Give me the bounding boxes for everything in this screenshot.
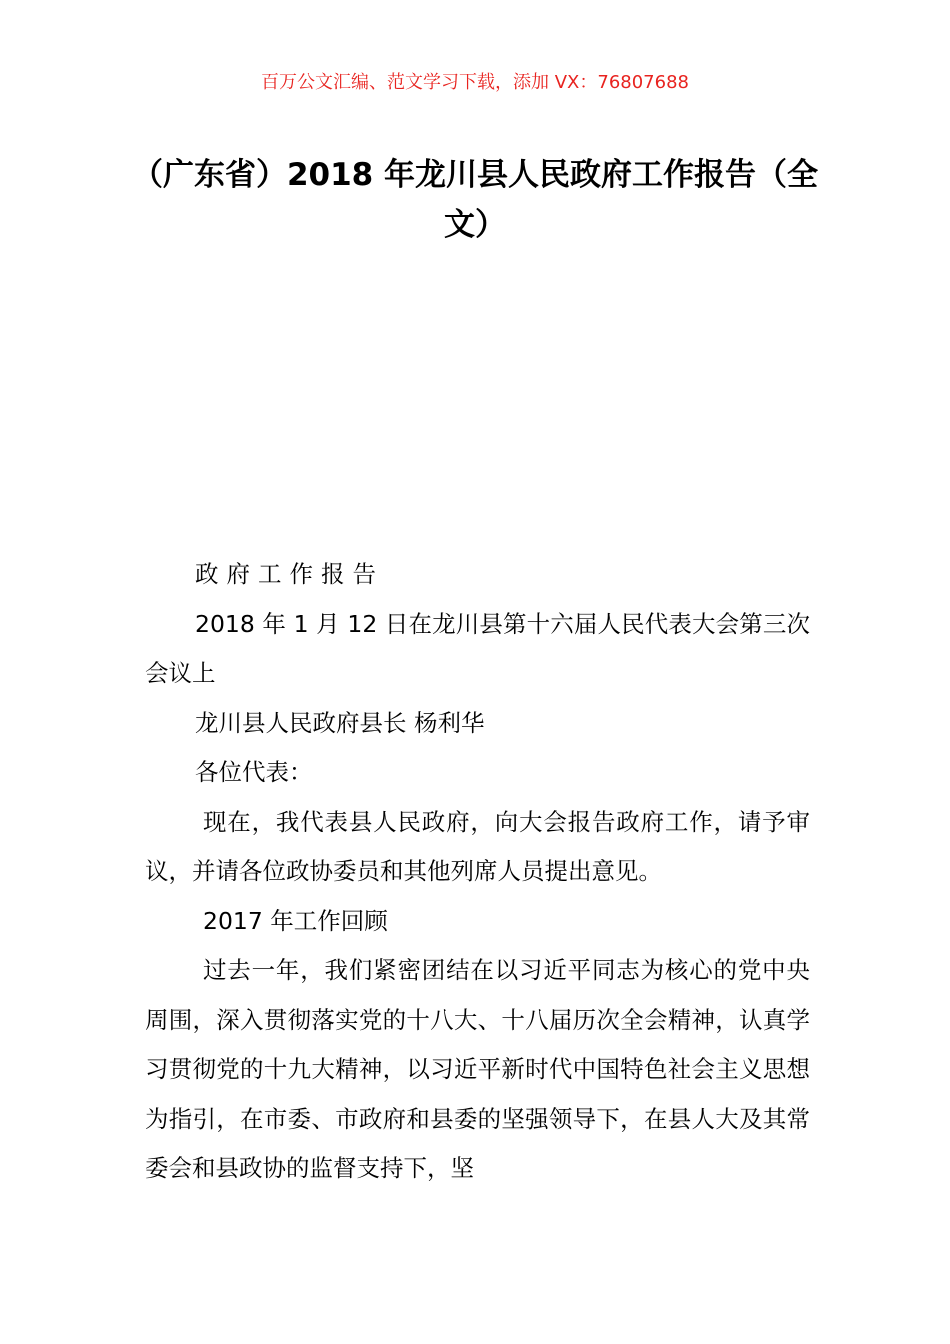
- meeting-line: 2018 年 1 月 12 日在龙川县第十六届人民代表大会第三次会议上: [145, 609, 810, 687]
- section-heading: 政府工作报告: [195, 560, 384, 588]
- subsection-heading: 2017 年工作回顾: [203, 906, 388, 935]
- speaker-line: 龙川县人民政府县长 杨利华: [195, 708, 485, 737]
- watermark-header: 百万公文汇编、范文学习下载，添加 VX：76807688: [261, 72, 689, 93]
- opening-paragraph: 现在，我代表县人民政府，向大会报告政府工作，请予审议，并请各位政协委员和其他列席人员提出意见。: [145, 807, 810, 885]
- review-paragraph: 过去一年，我们紧密团结在以习近平同志为核心的党中央周围，深入贯彻落实党的十八大、十八届历次全会精神，认真学习贯彻党的十九大精神，以习近平新时代中国特色社会主义思想为指引，在市委、市政府和县委的坚强领导下，在县人大及其常委会和县政协的监督支持下，坚: [145, 956, 810, 1182]
- document-body: [145, 550, 810, 1194]
- salutation: 各位代表：: [195, 758, 313, 786]
- document-title: （广东省）2018 年龙川县人民政府工作报告（全文）: [131, 157, 819, 243]
